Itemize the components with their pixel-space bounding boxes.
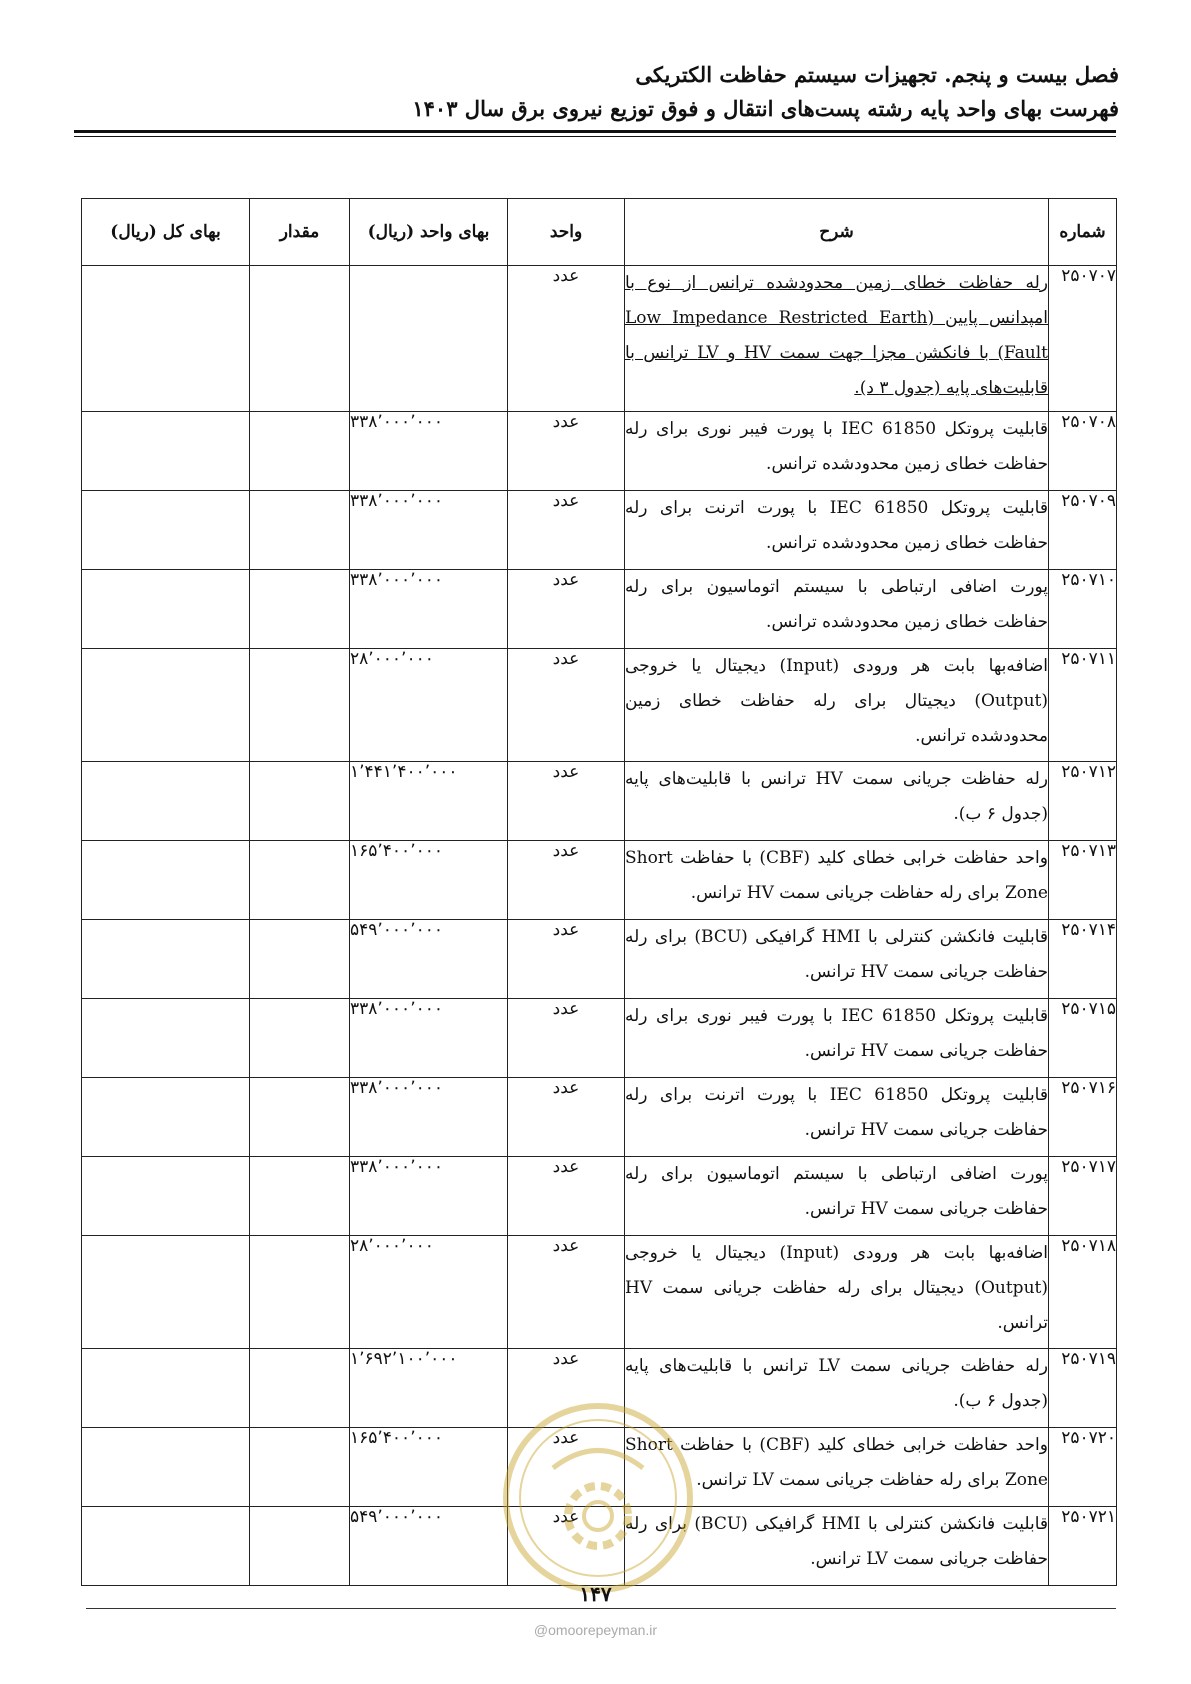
- row-total-price: [82, 1349, 250, 1428]
- row-unit: عدد: [508, 491, 625, 570]
- row-total-price: [82, 1507, 250, 1586]
- row-quantity: [250, 1428, 350, 1507]
- row-unit-price: [350, 266, 508, 412]
- row-total-price: [82, 841, 250, 920]
- row-quantity: [250, 1078, 350, 1157]
- row-number: ۲۵۰۷۱۶: [1049, 1078, 1117, 1157]
- table-row: [82, 762, 1117, 841]
- row-unit-price: ۳۳۸٬۰۰۰٬۰۰۰: [350, 999, 508, 1078]
- row-unit: عدد: [508, 266, 625, 412]
- row-description: قابلیت پروتکل IEC 61850 با پورت فیبر نوری برای رله حفاظت جریانی سمت HV ترانس.: [625, 999, 1049, 1078]
- row-total-price: [82, 491, 250, 570]
- row-description: واحد حفاظت خرابی خطای کلید (CBF) با حفاظت Short Zone برای رله حفاظت جریانی سمت HV ترانس.: [625, 841, 1049, 920]
- table-row: [82, 1236, 1117, 1349]
- table-row: [82, 920, 1117, 999]
- row-quantity: [250, 1236, 350, 1349]
- watermark-seal-icon: [498, 1398, 698, 1598]
- table-row: [82, 999, 1117, 1078]
- table-row: [82, 570, 1117, 649]
- table-row: [82, 266, 1117, 412]
- row-total-price: [82, 920, 250, 999]
- row-number: ۲۵۰۷۱۰: [1049, 570, 1117, 649]
- row-quantity: [250, 841, 350, 920]
- row-quantity: [250, 920, 350, 999]
- row-description: اضافه‌بها بابت هر ورودی (Input) دیجیتال یا خروجی (Output) دیجیتال برای رله حفاظت خطای زمین محدودشده ترانس.: [625, 649, 1049, 762]
- table-row: [82, 412, 1117, 491]
- table-row: [82, 841, 1117, 920]
- header-rule-thin: [74, 136, 1116, 137]
- row-unit: عدد: [508, 1078, 625, 1157]
- row-unit-price: ۳۳۸٬۰۰۰٬۰۰۰: [350, 491, 508, 570]
- row-description: رله حفاظت جریانی سمت HV ترانس با قابلیت‌های پایه (جدول ۶ ب).: [625, 762, 1049, 841]
- row-unit-price: ۳۳۸٬۰۰۰٬۰۰۰: [350, 1157, 508, 1236]
- row-quantity: [250, 762, 350, 841]
- table-row: [82, 491, 1117, 570]
- row-description: واحد حفاظت خرابی خطای کلید (CBF) با حفاظت Short Zone برای رله حفاظت جریانی سمت LV ترانس.: [625, 1428, 1049, 1507]
- row-total-price: [82, 412, 250, 491]
- row-unit-price: ۳۳۸٬۰۰۰٬۰۰۰: [350, 1078, 508, 1157]
- row-unit-price: ۱۶۵٬۴۰۰٬۰۰۰: [350, 1428, 508, 1507]
- row-total-price: [82, 266, 250, 412]
- row-unit: عدد: [508, 570, 625, 649]
- table-row: [82, 649, 1117, 762]
- row-unit: عدد: [508, 1507, 625, 1586]
- row-description: [625, 266, 1049, 412]
- row-unit-price: ۳۳۸٬۰۰۰٬۰۰۰: [350, 570, 508, 649]
- row-total-price: [82, 762, 250, 841]
- row-unit-price: ۵۴۹٬۰۰۰٬۰۰۰: [350, 920, 508, 999]
- row-unit-price: ۱۶۵٬۴۰۰٬۰۰۰: [350, 841, 508, 920]
- row-unit-price: ۲۸٬۰۰۰٬۰۰۰: [350, 649, 508, 762]
- row-total-price: [82, 999, 250, 1078]
- row-unit: عدد: [508, 412, 625, 491]
- row-number: ۲۵۰۷۲۱: [1049, 1507, 1117, 1586]
- row-number: ۲۵۰۷۱۳: [1049, 841, 1117, 920]
- website-watermark: @omoorepeyman.ir: [533, 1622, 658, 1638]
- row-unit: عدد: [508, 841, 625, 920]
- row-unit-price: ۱٬۴۴۱٬۴۰۰٬۰۰۰: [350, 762, 508, 841]
- row-description: رله حفاظت جریانی سمت LV ترانس با قابلیت‌های پایه (جدول ۶ ب).: [625, 1349, 1049, 1428]
- row-unit-price: ۵۴۹٬۰۰۰٬۰۰۰: [350, 1507, 508, 1586]
- row-number: ۲۵۰۷۱۹: [1049, 1349, 1117, 1428]
- row-number: ۲۵۰۷۱۴: [1049, 920, 1117, 999]
- row-total-price: [82, 1078, 250, 1157]
- footer-rule: [86, 1608, 1116, 1609]
- row-description: قابلیت فانکشن کنترلی با HMI گرافیکی (BCU) برای رله حفاظت جریانی سمت LV ترانس.: [625, 1507, 1049, 1586]
- row-unit: عدد: [508, 1428, 625, 1507]
- row-number: ۲۵۰۷۱۸: [1049, 1236, 1117, 1349]
- table-header-row: [82, 199, 1117, 266]
- row-unit: عدد: [508, 1236, 625, 1349]
- row-total-price: [82, 1157, 250, 1236]
- row-description: پورت اضافی ارتباطی با سیستم اتوماسیون برای رله حفاظت خطای زمین محدودشده ترانس.: [625, 570, 1049, 649]
- row-description: قابلیت پروتکل IEC 61850 با پورت اترنت برای رله حفاظت جریانی سمت HV ترانس.: [625, 1078, 1049, 1157]
- page-header: [72, 58, 1119, 126]
- row-unit: عدد: [508, 649, 625, 762]
- row-unit: عدد: [508, 1349, 625, 1428]
- row-description: اضافه‌بها بابت هر ورودی (Input) دیجیتال یا خروجی (Output) دیجیتال برای رله حفاظت جریانی سمت HV ترانس.: [625, 1236, 1049, 1349]
- header-total-price: بهای کل (ریال): [82, 199, 250, 266]
- row-quantity: [250, 491, 350, 570]
- header-unit: واحد: [508, 199, 625, 266]
- row-number: ۲۵۰۷۰۸: [1049, 412, 1117, 491]
- header-quantity: مقدار: [250, 199, 350, 266]
- chapter-title: فصل بیست و پنجم. تجهیزات سیستم حفاظت الکتریکی: [635, 62, 1119, 87]
- row-description: قابلیت پروتکل IEC 61850 با پورت اترنت برای رله حفاظت خطای زمین محدودشده ترانس.: [625, 491, 1049, 570]
- row-number: ۲۵۰۷۱۲: [1049, 762, 1117, 841]
- row-description: قابلیت پروتکل IEC 61850 با پورت فیبر نوری برای رله حفاظت خطای زمین محدودشده ترانس.: [625, 412, 1049, 491]
- row-total-price: [82, 649, 250, 762]
- row-quantity: [250, 412, 350, 491]
- header-number: شماره: [1049, 199, 1117, 266]
- row-number: ۲۵۰۷۰۹: [1049, 491, 1117, 570]
- row-number: ۲۵۰۷۲۰: [1049, 1428, 1117, 1507]
- page-number: ۱۴۷: [579, 1582, 612, 1606]
- table-row: [82, 1157, 1117, 1236]
- row-total-price: [82, 1428, 250, 1507]
- price-table: [81, 198, 1117, 1586]
- row-quantity: [250, 266, 350, 412]
- row-quantity: [250, 999, 350, 1078]
- row-description-text: رله حفاظت خطای زمین محدودشده ترانس از نوع با امپدانس پایین (Low Impedance Restricted Earth Fault) با فانکشن مجزا جهت سمت HV و LV ترانس با قابلیت‌های پایه (جدول ۳ د).: [625, 273, 1048, 398]
- row-number: ۲۵۰۷۰۷: [1049, 266, 1117, 412]
- row-number: ۲۵۰۷۱۵: [1049, 999, 1117, 1078]
- row-unit: عدد: [508, 762, 625, 841]
- row-number: ۲۵۰۷۱۱: [1049, 649, 1117, 762]
- row-description: قابلیت فانکشن کنترلی با HMI گرافیکی (BCU) برای رله حفاظت جریانی سمت HV ترانس.: [625, 920, 1049, 999]
- row-unit: عدد: [508, 999, 625, 1078]
- row-description: پورت اضافی ارتباطی با سیستم اتوماسیون برای رله حفاظت جریانی سمت HV ترانس.: [625, 1157, 1049, 1236]
- row-number: ۲۵۰۷۱۷: [1049, 1157, 1117, 1236]
- row-total-price: [82, 570, 250, 649]
- row-quantity: [250, 570, 350, 649]
- row-unit-price: ۱٬۶۹۲٬۱۰۰٬۰۰۰: [350, 1349, 508, 1428]
- row-unit-price: ۲۸٬۰۰۰٬۰۰۰: [350, 1236, 508, 1349]
- row-unit: عدد: [508, 1157, 625, 1236]
- row-quantity: [250, 1507, 350, 1586]
- row-unit-price: ۳۳۸٬۰۰۰٬۰۰۰: [350, 412, 508, 491]
- row-quantity: [250, 649, 350, 762]
- table-row: [82, 1078, 1117, 1157]
- row-quantity: [250, 1157, 350, 1236]
- header-description: شرح: [625, 199, 1049, 266]
- row-total-price: [82, 1236, 250, 1349]
- catalog-title: فهرست بهای واحد پایه رشته پست‌های انتقال و فوق توزیع نیروی برق سال ۱۴۰۳: [412, 96, 1119, 121]
- header-rule-thick: [74, 130, 1116, 133]
- row-quantity: [250, 1349, 350, 1428]
- header-unit-price: بهای واحد (ریال): [350, 199, 508, 266]
- row-unit: عدد: [508, 920, 625, 999]
